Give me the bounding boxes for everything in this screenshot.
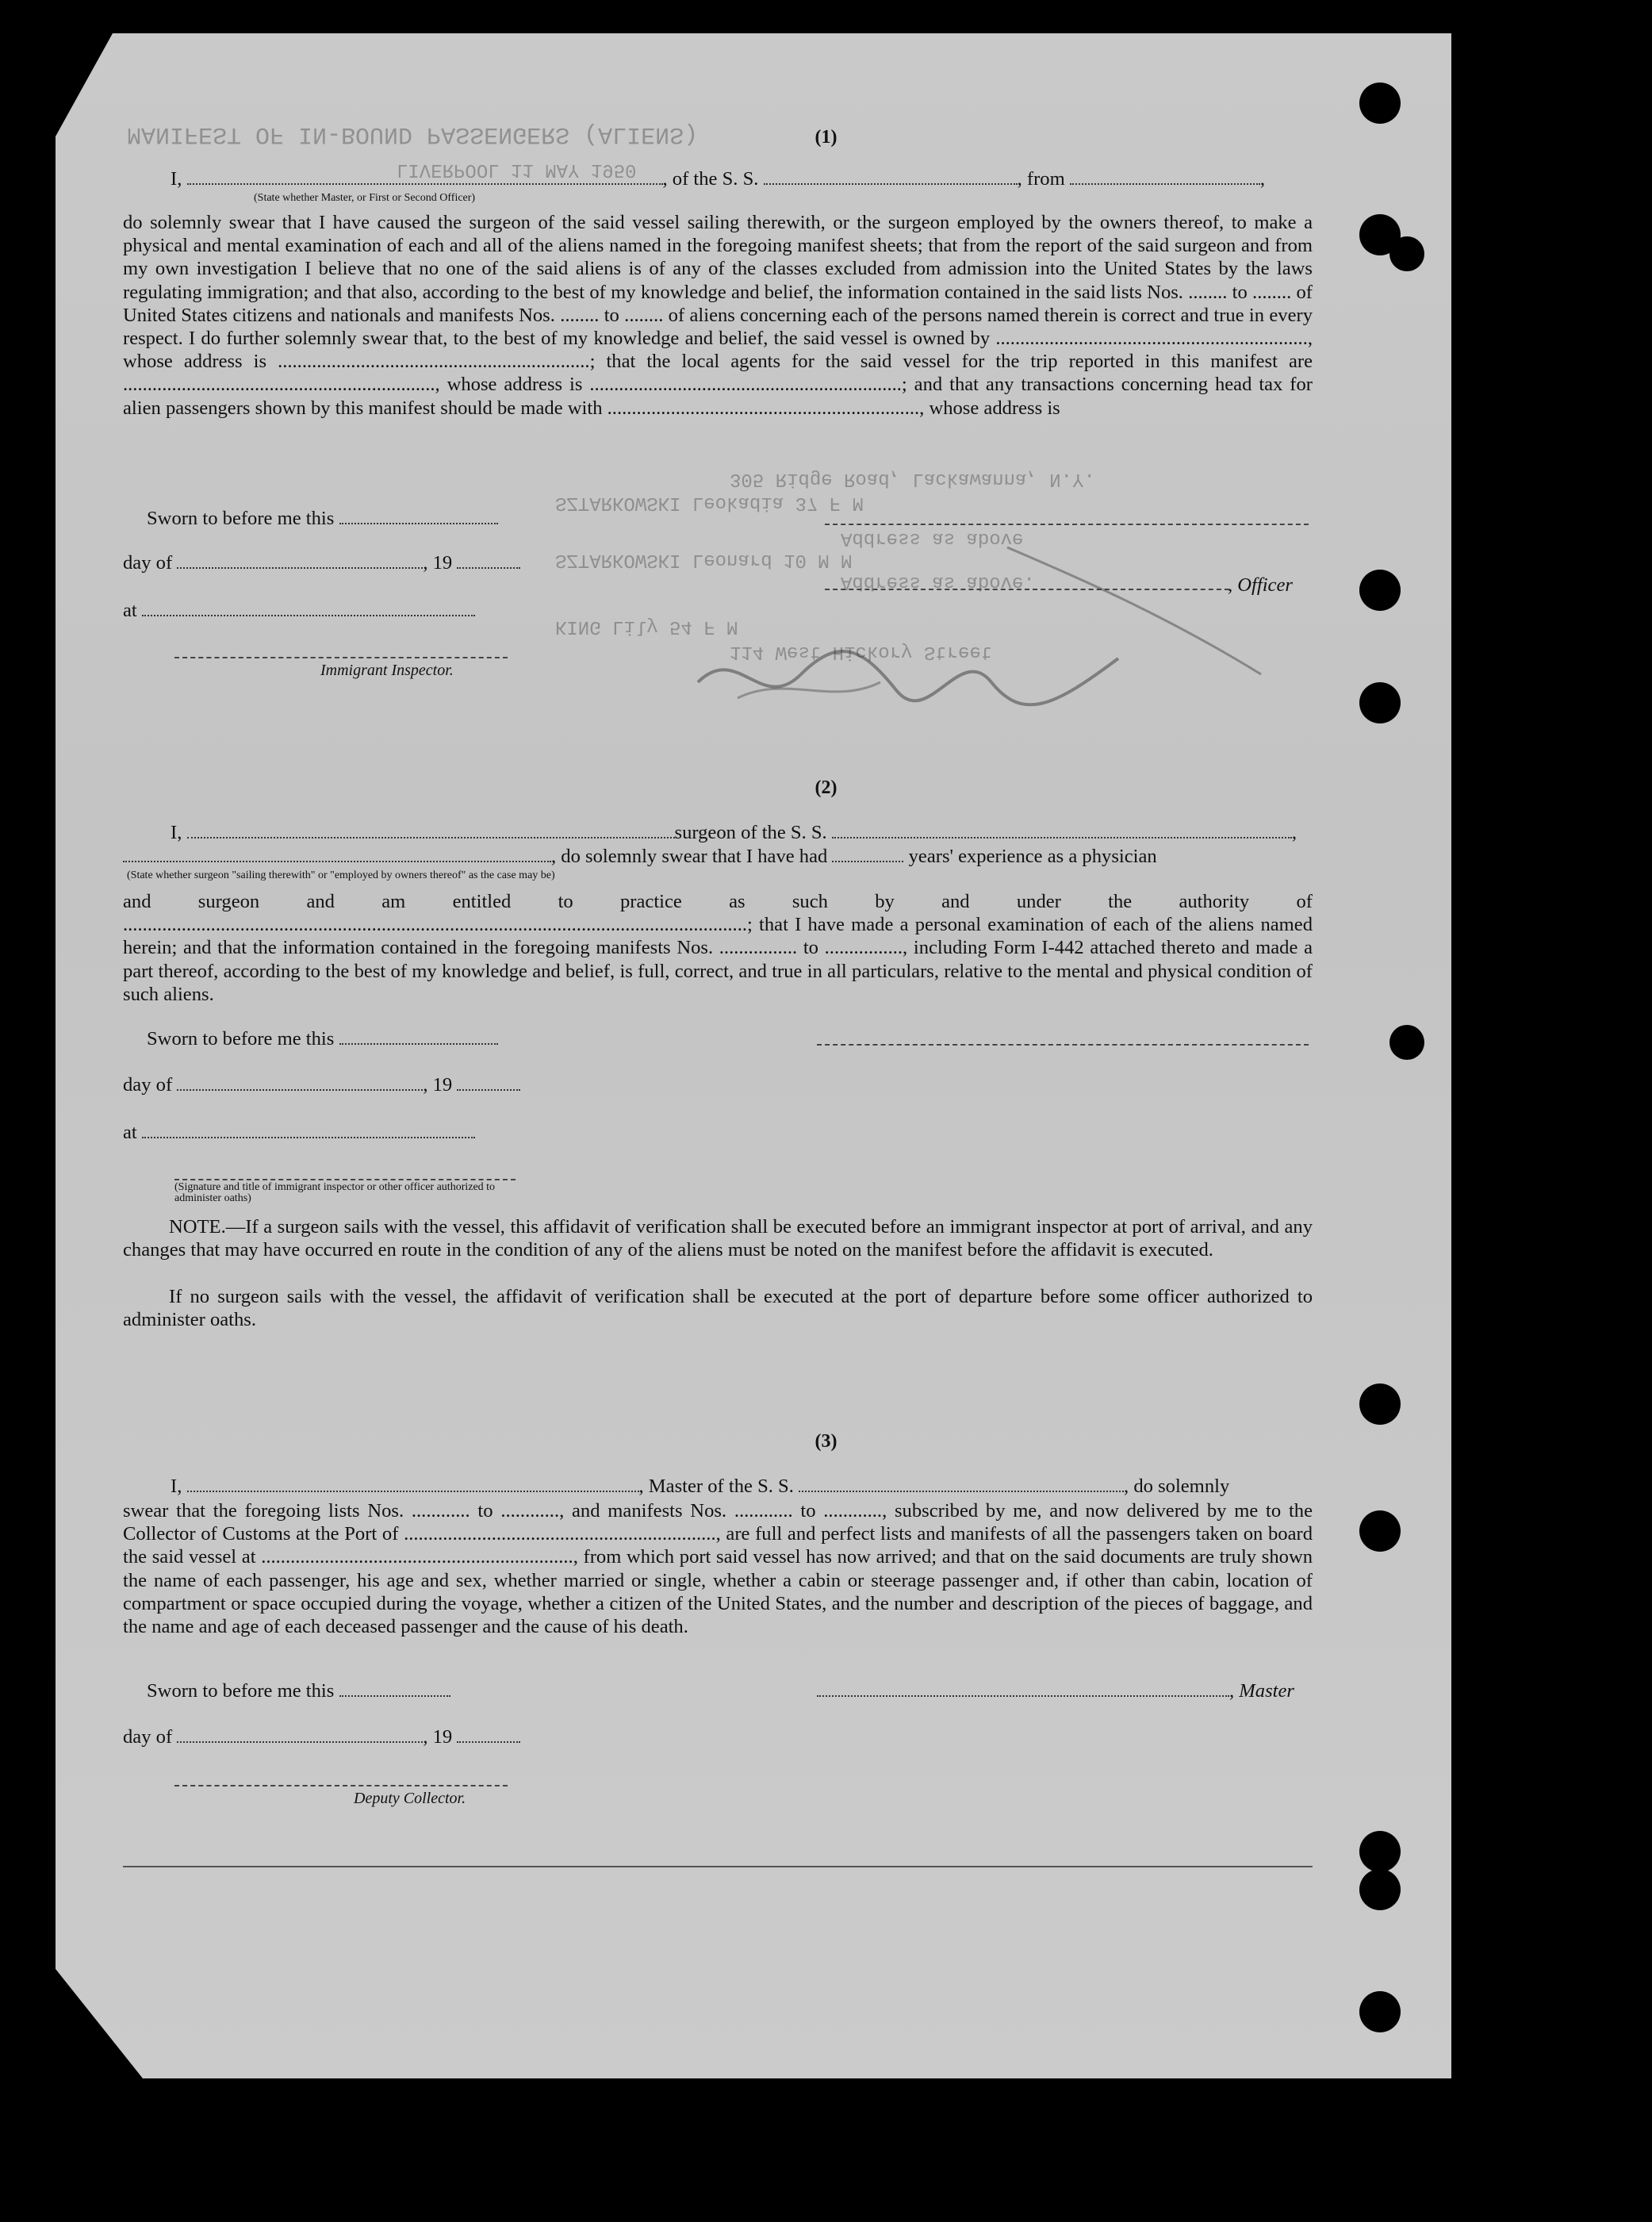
punch-hole	[1359, 1869, 1401, 1910]
section-1-heading: (1)	[815, 127, 837, 148]
officer-signature-line	[174, 1179, 516, 1180]
bleed-through-line: Address as above	[841, 528, 1024, 549]
surgeon-type-note: (State whether surgeon "sailing therewith" or "employed by owners thereof" as the case may be)	[127, 869, 555, 881]
from-label: , from	[1017, 168, 1065, 190]
master-label: , Master	[1229, 1680, 1294, 1702]
section-1-body: do solemnly swear that I have caused the surgeon of the said vessel sailing therewith, or the surgeon employed by the owners thereof, to make a physical and mental examination of each and all of the aliens named in the foregoing manifest sheets; that from the report of the said surgeon and from my own investigation I believe that no one of the said aliens is of any of the classes excluded from admission into the United States by the laws regulating immigration; and that also, according to the best of my knowledge and belief, the information contained in the said lists Nos. ........ to ........ of United States citizens and nationals and manifests Nos. ........ to ........ of aliens concerning each of the persons named therein is correct and true in every respect. I do further solemnly swear that, to the best of my knowledge and belief, the said vessel is owned by ................................................................, whose address is ................................................................; that the local agents for the said vessel for the trip reported in this manifest are ................................................................, whose address is ................................................................; and that any transactions concerning head tax for alien passengers shown by this manifest should be made with ................................................................, whose address is	[123, 212, 1313, 419]
officer-rank-note: (State whether Master, or First or Second Officer)	[254, 192, 476, 204]
day-line: day of , 19	[123, 1726, 520, 1748]
collector-signature-line	[174, 1785, 508, 1786]
collector-label: Deputy Collector.	[354, 1790, 466, 1807]
officer-label: , Officer	[1228, 574, 1293, 596]
bleed-through-line: MANIFEST OF IN-BOUND PASSENGERS (ALIENS)	[127, 121, 699, 148]
day-line: day of , 19	[123, 1074, 520, 1096]
bleed-through-line: KING Lily 54 F M	[555, 616, 738, 637]
punch-hole	[1359, 1510, 1401, 1552]
punch-hole	[1389, 236, 1424, 271]
section-2-second-line: , do solemnly swear that I have had years' experience as a physician	[123, 846, 1157, 868]
section-2-first-line: I, surgeon of the S. S. ,	[171, 822, 1297, 843]
note-paragraph	[123, 1215, 1313, 1261]
note-body: —If a surgeon sails with the vessel, this affidavit of verification shall be executed before an immigrant inspector at port of arrival, and any changes that may have occurred en route in the condition of any of the aliens must be noted on the manifest before the affidavit is executed.	[123, 1216, 1313, 1261]
pencil-stroke	[999, 539, 1269, 682]
section-2-heading: (2)	[815, 777, 837, 798]
section-3-body: swear that the foregoing lists Nos. ............ to ............, and manifests Nos. ............ to ............, subscribed by me, and now delivered by me to the Collector of Customs at the Port of ................................................................, are full and perfect lists and manifests of all the passengers taken on board the said vessel at ................................................................, from which port said vessel has now arrived; and that on the said documents are truly shown the name of each passenger, his age and sex, whether married or single, whether a cabin or steerage passenger and, if other than cabin, location of compartment or space occupied during the voyage, whether a citizen of the United States, and the number and description of the pieces of baggage, and the name and age of each deceased passenger and the cause of his death.	[123, 1500, 1313, 1638]
day-line: day of , 19	[123, 552, 520, 574]
bleed-through-line: 305 Ridge Road, Lackawanna, N.Y.	[730, 468, 1095, 489]
punch-hole	[1359, 1831, 1401, 1872]
bleed-through-line: SZTARKOWSKI Leokadia 37 F M	[555, 492, 864, 513]
section-2-body: and surgeon and am entitled to practice as such by and under the authority of ................................................................................................................................; that I have made a personal examination of each of the aliens named herein; and that the information contained in the foregoing manifests Nos. ................ to ................, including Form I-442 attached thereto and made a part thereof, according to the best of my knowledge and belief, is full, correct, and true in all particulars, relative to the mental and physical condition of such aliens.	[123, 891, 1313, 1005]
pronoun-text: I,	[171, 168, 182, 190]
punch-hole	[1359, 570, 1401, 611]
section-3-first-line: I, , Master of the S. S. , do solemnly	[171, 1476, 1230, 1497]
bleed-through-line: LIVERPOOL 11 MAY 1950	[397, 159, 637, 180]
bleed-through-line: Address as above.	[841, 571, 1035, 593]
inspector-label: Immigrant Inspector.	[320, 662, 454, 679]
at-line: at	[123, 600, 475, 622]
vessel-label: , of the S. S.	[662, 168, 759, 190]
surgeon-signature-line	[817, 1044, 1309, 1046]
signature-note: (Signature and title of immigrant inspector or other officer authorized to administer oaths)	[174, 1181, 496, 1204]
sworn-line: Sworn to before me this	[147, 1028, 498, 1050]
punch-hole	[1359, 1991, 1401, 2032]
sworn-line: Sworn to before me this	[147, 1680, 450, 1702]
bleed-through-line: SZTARKOWSKI Leonard 10 M M	[555, 549, 853, 570]
officer-signature-line	[825, 524, 1309, 525]
note-paragraph-2: If no surgeon sails with the vessel, the affidavit of verification shall be executed at the port of departure before some officer authorized to administer oaths.	[123, 1286, 1313, 1331]
note-label: NOTE.	[169, 1216, 226, 1238]
punch-hole	[1389, 1025, 1424, 1060]
bleed-through-line: 114 West Hickory Street	[730, 641, 993, 662]
punch-hole	[1359, 682, 1401, 723]
bottom-rule	[123, 1866, 1313, 1867]
punch-hole	[1359, 1383, 1401, 1425]
sworn-line: Sworn to before me this	[147, 508, 498, 530]
at-line: at	[123, 1122, 475, 1144]
master-line	[817, 1680, 1294, 1702]
section-1-first-line: I, , of the S. S. , from ,	[171, 168, 1266, 190]
section-3-heading: (3)	[815, 1431, 837, 1452]
inspector-signature-line	[174, 657, 508, 658]
punch-hole	[1359, 83, 1401, 124]
